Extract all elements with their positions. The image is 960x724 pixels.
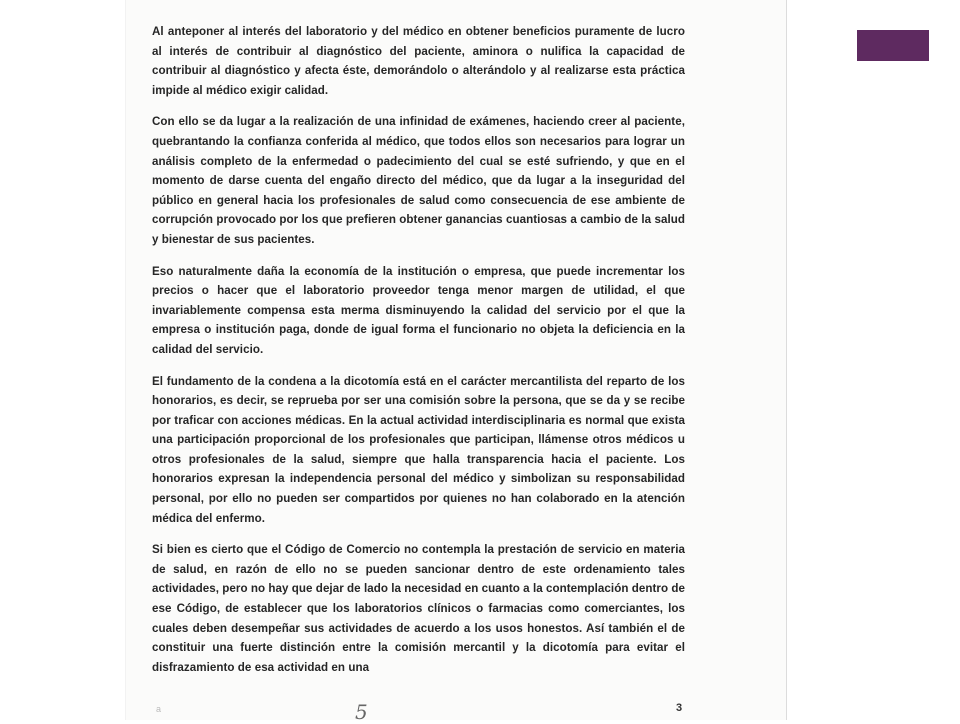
paragraph-3: Eso naturalmente daña la economía de la institución o empresa, que puede incrementar los precios o hacer que el laboratorio proveedor tenga menor margen de utilidad, el que invariablemente compensa esta merma disminuyendo la calidad del servicio por el que la empresa o institución paga, donde de igual forma el funcionario no objeta la deficiencia en la calidad del servicio. — [152, 264, 685, 356]
page-number: 3 — [676, 702, 683, 714]
paragraph-1: Al anteponer al interés del laboratorio y del médico en obtener beneficios puramente de lucro al interés de contribuir al diagnóstico del paciente, aminora o nulifica la capacidad de contribuir al diagnóstico y afecta éste, demorándolo o alterándolo y al realizarse esta práctica impide al médico exigir calidad. — [152, 25, 685, 97]
accent-block — [857, 30, 929, 61]
paragraph-5: Si bien es cierto que el Código de Comercio no contempla la prestación de servicio en materia de salud, en razón de ello no se pueden sancionar dentro de este ordenamiento tales actividades, pero no hay que dejar de lado la necesidad en cuanto a la contemplación dentro de ese Código, de establecer que los laboratorios clínicos o farmacias como comerciantes, los cuales deben desempeñar sus actividades de acuerdo a los usos honestos. Así también el de constituir una fuerte distinción entre la comisión mercantil y la dicotomía para evitar el disfrazamiento de esa actividad en una — [152, 543, 685, 674]
corner-mark: a — [156, 704, 162, 714]
paragraph-2: Con ello se da lugar a la realización de una infinidad de exámenes, haciendo creer al paciente, quebrantando la confianza conferida al médico, que todos ellos son necesarios para lograr un análisis completo de la enfermedad o padecimiento del cual se esté sufriendo, y que en el momento de darse cuenta del engaño directo del médico, que da lugar a la inseguridad del público en general hacia los profesionales de salud como consecuencia de ese ambiente de corrupción provocado por los que prefieren obtener ganancias cuantiosas a cambio de la salud y bienestar de sus pacientes. — [152, 115, 685, 246]
document-body — [152, 22, 685, 689]
page-edge-divider — [786, 0, 787, 720]
paragraph-4: El fundamento de la condena a la dicotomía está en el carácter mercantilista del reparto de los honorarios, es decir, se reprueba por ser una comisión sobre la persona, que se da y se recibe por traficar con acciones médicas. En la actual actividad interdisciplinaria es normal que exista una participación proporcional de los profesionales que participan, llámense otros médicos u otros profesionales de la salud, siempre que halla transparencia hacia el paciente. Los honorarios expresan la independencia personal del médico y simbolizan su responsabilidad personal, por ello no pueden ser compartidos por quienes no han colaborado en la atención médica del enfermo. — [152, 374, 685, 525]
handwritten-mark: 5 — [355, 700, 368, 724]
